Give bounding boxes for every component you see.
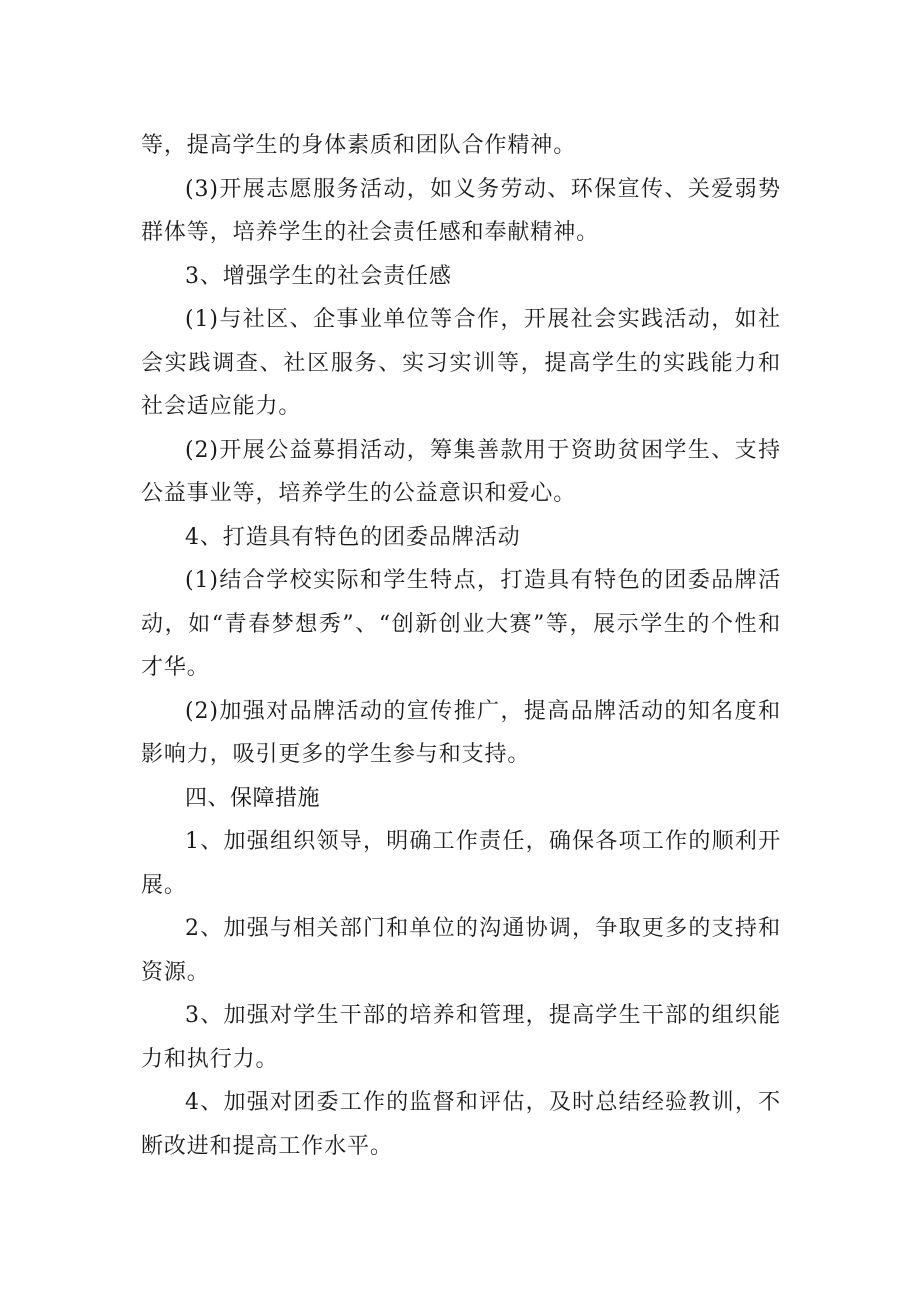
- subheading-social-responsibility: 3、增强学生的社会责任感: [185, 263, 452, 289]
- document-body: [141, 124, 781, 1168]
- paragraph-safeguard-supervision: 4、加强对团委工作的监督和评估，及时总结经验教训，不断改进和提高工作水平。: [141, 1090, 781, 1159]
- paragraph-brand-activities-create: (1)结合学校实际和学生特点，打造具有特色的团委品牌活动，如“青春梦想秀”、“创新创业大赛”等，展示学生的个性和才华。: [141, 568, 781, 680]
- paragraph-continuation: 等，提高学生的身体素质和团队合作精神。: [141, 133, 577, 158]
- subheading-brand-activities: 4、打造具有特色的团委品牌活动: [185, 524, 521, 550]
- section-heading-safeguards: 四、保障措施: [185, 785, 321, 811]
- paragraph-social-practice: (1)与社区、企事业单位等合作，开展社会实践活动，如社会实践调查、社区服务、实习实训等，提高学生的实践能力和社会适应能力。: [141, 307, 781, 419]
- paragraph-safeguard-leadership: 1、加强组织领导，明确工作责任，确保各项工作的顺利开展。: [141, 829, 781, 898]
- paragraph-brand-activities-promote: (2)加强对品牌活动的宣传推广，提高品牌活动的知名度和影响力，吸引更多的学生参与和支持。: [141, 698, 781, 767]
- paragraph-safeguard-cadre-training: 3、加强对学生干部的培养和管理，提高学生干部的组织能力和执行力。: [141, 1003, 781, 1072]
- paragraph-safeguard-coordination: 2、加强与相关部门和单位的沟通协调，争取更多的支持和资源。: [141, 916, 781, 985]
- paragraph-charity-fundraising: (2)开展公益募捐活动，筹集善款用于资助贫困学生、支持公益事业等，培养学生的公益意识和爱心。: [141, 437, 781, 506]
- paragraph-volunteer-service: (3)开展志愿服务活动，如义务劳动、环保宣传、关爱弱势群体等，培养学生的社会责任感和奉献精神。: [141, 176, 781, 245]
